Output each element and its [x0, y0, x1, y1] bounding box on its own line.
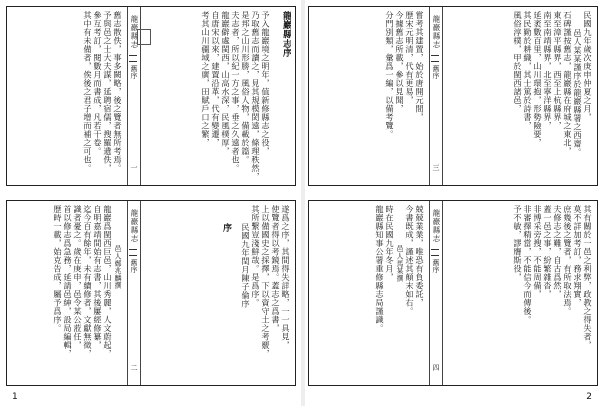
- right-top-panel: [308, 6, 598, 186]
- text-column: 上以備國史之採擇，下以資守土之考覈，: [261, 205, 271, 358]
- left-bottom-left-text: [11, 205, 123, 381]
- text-column: 嘗考其建置，始於唐開元間，: [415, 11, 425, 122]
- library-seal: [137, 29, 151, 45]
- text-column: 蓋一邑之事，紛繁雜沓，: [543, 205, 553, 299]
- right-top-fold: [429, 7, 443, 185]
- text-column: 其有關於一邑之利弊，政教之得失者，: [583, 205, 593, 350]
- text-column: 歷宋元明清，代有更易，: [405, 11, 415, 105]
- text-column: 庶幾後之覽者，有所取法焉。: [563, 205, 573, 316]
- text-column: 風俗淳樸，甲於閩西諸邑，: [513, 11, 523, 113]
- text-column: 今書既成，謹述其顛末如右。: [405, 205, 415, 316]
- text-column: 兢兢業業，唯恐有負委託，: [415, 205, 425, 307]
- text-column: 今據舊志所載，參以見聞，: [395, 11, 405, 113]
- text-column: 考其山川疆域之廣，田賦戶口之繁，: [201, 11, 211, 147]
- author-line: 邑人鄭兆麟撰: [114, 245, 122, 289]
- fold-section: 舊序: [130, 259, 138, 273]
- fold-book-title: 龍巖縣志: [130, 15, 139, 49]
- text-column: 自唐宋以來，建置沿革，代有變遷，: [211, 11, 221, 147]
- page-gutter: [301, 0, 305, 406]
- left-bottom-panel: [6, 200, 296, 386]
- right-page: [306, 4, 602, 402]
- text-column: 石碑謹按舊志，龍巖縣在府城之東北，: [563, 11, 573, 156]
- fold-page-number: 二: [130, 364, 138, 371]
- text-column: 識者憂之。歲在庚申，邑令某公蒞任，: [73, 205, 83, 350]
- fold-page-number: 一: [130, 164, 138, 171]
- text-column: 其民勤於耕織，其士篤於詩書，: [523, 11, 533, 130]
- text-column: 夫志者，所以紀一方之事，垂之久遠者也。: [231, 11, 241, 173]
- left-bottom-right-text: [141, 205, 291, 381]
- text-column: 龍巖縣知事公署重修縣志局謹識。: [375, 205, 385, 333]
- page-number-right: 2: [586, 392, 592, 402]
- right-top-left-text: [313, 11, 425, 181]
- text-column: 舊志散佚，事多闕略，後之覽者無所考焉。: [113, 11, 123, 173]
- left-top-left-text: [11, 11, 123, 181]
- text-column: 民國九年歲次庚申仲夏之月，: [583, 11, 593, 122]
- text-column: 自明嘉靖間始有志書，其後屢經修纂，: [93, 205, 103, 350]
- text-column: 使覽者得以考鏡焉。蓋志之爲書，: [271, 205, 281, 333]
- text-column: 南至南靖縣界，北至寧洋縣界，: [543, 11, 553, 130]
- fold-page-number: 四: [432, 364, 440, 371]
- left-bottom-fold: [127, 201, 141, 385]
- fold-book-title: 龍巖縣志: [432, 15, 441, 49]
- author-line: 邑人馬某撰: [396, 245, 404, 282]
- fold-section: 舊序: [432, 259, 440, 273]
- text-column: 龍巖僻處閩西，山高水深，民風樸厚，: [221, 11, 231, 156]
- text-column: 迄今百有餘年，未有續修者，文獻無徵，: [83, 205, 93, 358]
- page-number-left: 1: [12, 392, 18, 402]
- right-bottom-left-text: [313, 205, 425, 381]
- right-bottom-fold: [429, 201, 443, 385]
- text-column: 予不敏，謬膺斯役，: [513, 205, 523, 282]
- text-column: 延袤數百里，山川環抱，形勢險要，: [533, 11, 543, 147]
- text-column: 非審擇精當，不能信今而傳後。: [523, 205, 533, 324]
- fold-book-title: 龍巖縣志: [432, 209, 441, 243]
- text-column: 莫不詳加考訂，務求翔實，: [573, 205, 583, 307]
- text-column: 龍巖爲閩西巨邑，山川秀麗，人文蔚起，: [103, 205, 113, 358]
- text-column: 是邦之山川形勝，風俗人物，備載於篇。: [241, 11, 251, 164]
- fold-section: 舊序: [130, 65, 138, 79]
- text-column: 予與邑之士大夫謀，延聘宿儒，搜羅遺佚，: [103, 11, 113, 173]
- text-column: 乃取舊志而讀之，見其規模閎遠，條理秩然，: [251, 11, 261, 181]
- text-column: 邑人某某謹序於龍巖縣署之西齋。: [573, 29, 583, 157]
- fishtail-mark: [129, 55, 137, 62]
- text-column: 東至漳平縣界，西至上杭縣界，: [553, 11, 563, 130]
- left-page: [4, 4, 300, 402]
- text-column: 予入龍巖境之明年，值新修縣志之役，: [261, 11, 271, 156]
- text-column: 其中有未備者，俟後之君子增而補之可也。: [83, 11, 93, 173]
- text-column: 分門別類，彙爲一編，以備考覽。: [385, 11, 395, 139]
- preface-title: 龍巖縣志序: [281, 11, 291, 58]
- text-column: 遂爲之序，其間得失詳略，一一具見，: [281, 205, 291, 350]
- left-top-right-text: [141, 11, 291, 181]
- text-column: 非博采旁搜，不能周備，: [533, 205, 543, 299]
- text-column: 參互考訂，閱數月而書成，凡若干卷。: [93, 11, 103, 156]
- fishtail-mark: [431, 249, 439, 256]
- text-column: 夫修志之難，自古爲然，: [553, 205, 563, 299]
- fold-section: 舊序: [432, 65, 440, 79]
- preface-signature: 民國九年閏月陳子倫序: [241, 223, 251, 308]
- fishtail-mark: [129, 249, 137, 256]
- right-bottom-right-text: [443, 205, 593, 381]
- text-column: 其所繫豈淺鮮哉。是爲序。: [251, 205, 261, 307]
- right-top-right-text: [443, 11, 593, 181]
- text-column: 首以修志爲急務，延請邑紳，設局編輯，: [63, 205, 73, 358]
- text-column: 歷時一載，始克告成，屬予爲序。: [53, 205, 63, 333]
- right-bottom-panel: [308, 200, 598, 386]
- fold-book-title: 龍巖縣志: [130, 209, 139, 243]
- text-column: 時在民國九年冬月，: [385, 205, 395, 282]
- left-top-panel: [6, 6, 296, 186]
- section-title: 序: [221, 223, 231, 233]
- fishtail-mark: [431, 55, 439, 62]
- fold-page-number: 三: [432, 164, 440, 171]
